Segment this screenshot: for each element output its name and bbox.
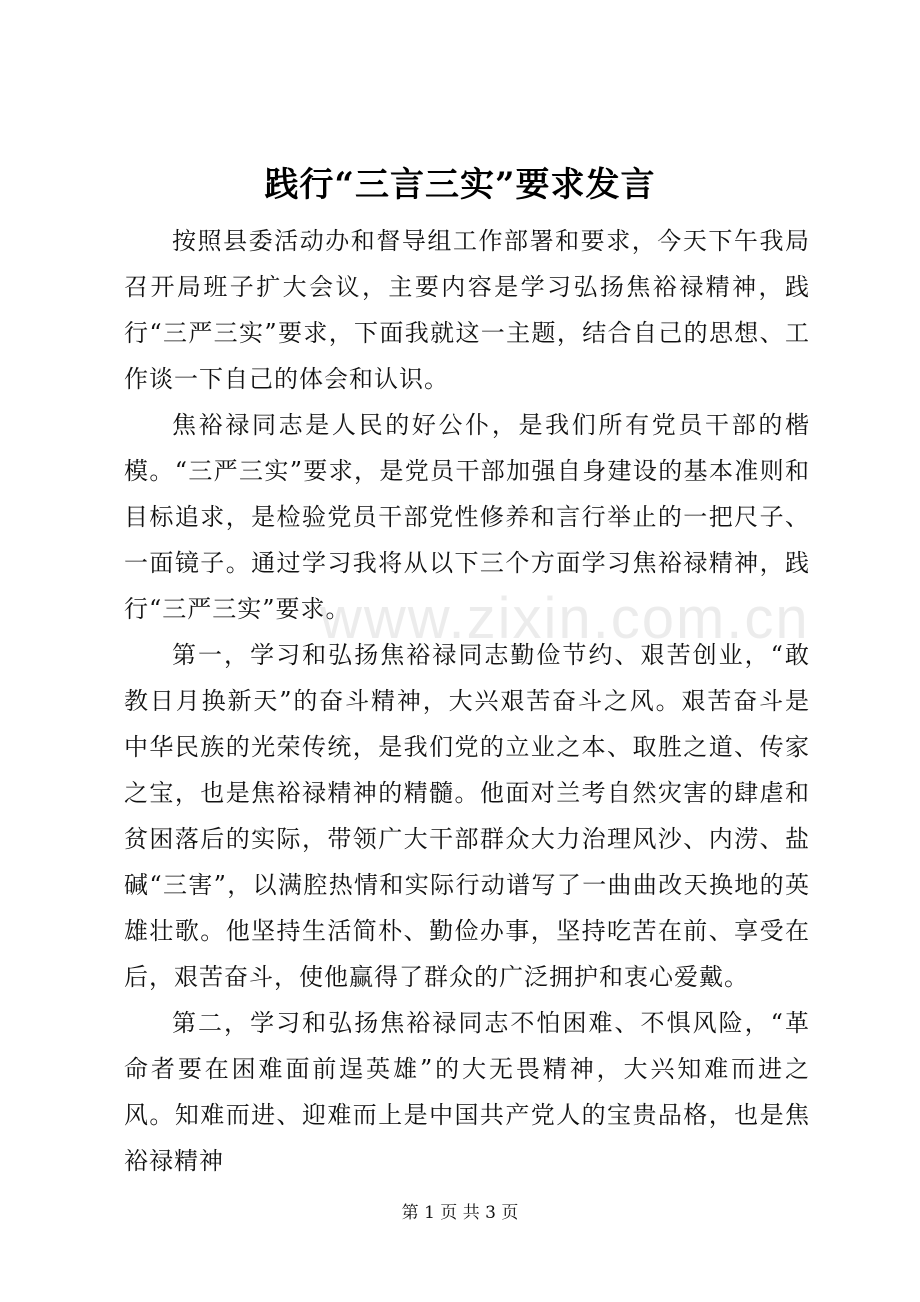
document-body	[124, 218, 810, 1184]
paragraph-jiao-yulu: 焦裕禄同志是人民的好公仆，是我们所有党员干部的楷模。“三严三实”要求，是党员干部加强自身建设的基本准则和目标追求，是检验党员干部党性修养和言行举止的一把尺子、一面镜子。通过学习我将从以下三个方面学习焦裕禄精神，践行“三严三实”要求。	[124, 411, 810, 623]
paragraph-second-point: 第二，学习和弘扬焦裕禄同志不怕困难、不惧风险，“革命者要在困难面前逞英雄”的大无畏精神，大兴知难而进之风。知难而进、迎难而上是中国共产党人的宝贵品格，也是焦裕禄精神	[124, 1009, 810, 1175]
watermark: www.zixin.com.cn	[320, 586, 810, 651]
page-footer: 第 1 页 共 3 页	[401, 1203, 519, 1223]
paragraph-first-point: 第一，学习和弘扬焦裕禄同志勤俭节约、艰苦创业，“敢教日月换新天”的奋斗精神，大兴艰苦奋斗之风。艰苦奋斗是中华民族的光荣传统，是我们党的立业之本、取胜之道、传家之宝，也是焦裕禄精神的精髓。他面对兰考自然灾害的肆虐和贫困落后的实际，带领广大干部群众大力治理风沙、内涝、盐碱“三害”，以满腔热情和实际行动谱写了一曲曲改天换地的英雄壮歌。他坚持生活简朴、勤俭办事，坚持吃苦在前、享受在后，艰苦奋斗，使他赢得了群众的广泛拥护和衷心爱戴。	[124, 641, 810, 991]
paragraph-intro: 按照县委活动办和督导组工作部署和要求，今天下午我局召开局班子扩大会议，主要内容是学习弘扬焦裕禄精神，践行“三严三实”要求，下面我就这一主题，结合自己的思想、工作谈一下自己的体会和认识。	[124, 227, 810, 393]
document-title: 践行“三言三实”要求发言	[264, 165, 656, 205]
